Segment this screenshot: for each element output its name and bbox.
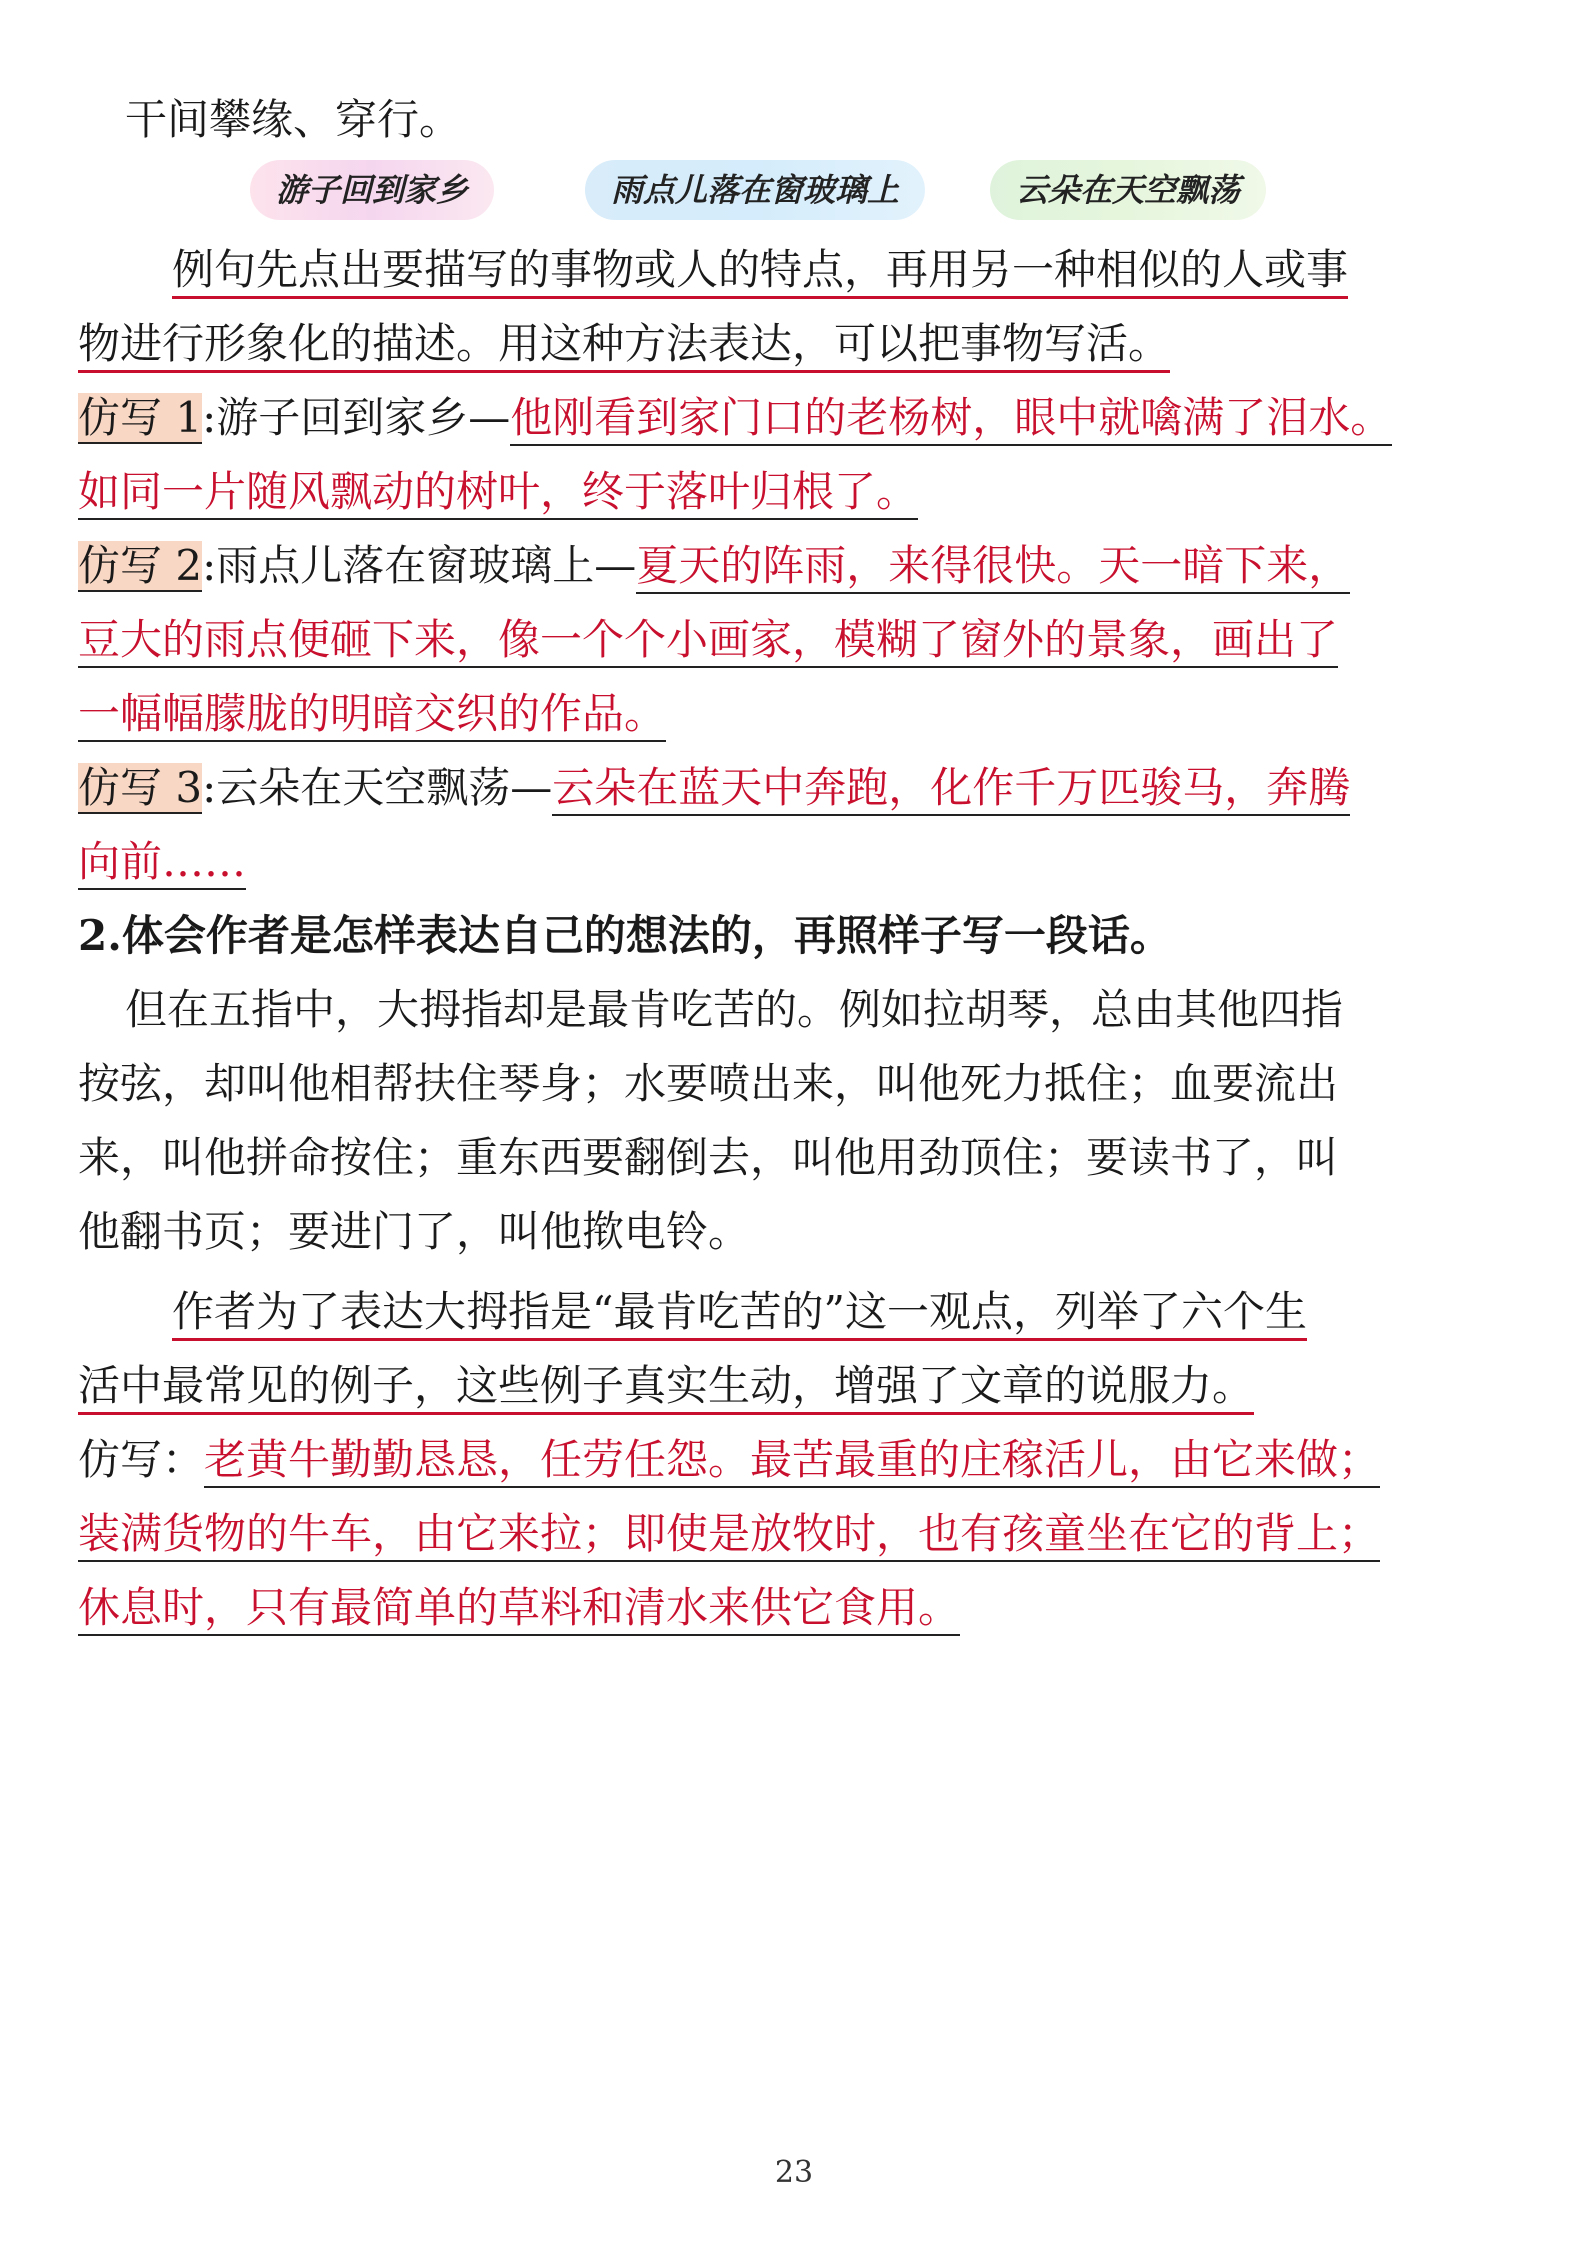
top-line: 干间攀缘、穿行。	[125, 95, 462, 144]
final-line2: 装满货物的牛车，由它来拉；即使是放牧时，也有孩童坐在它的背上；	[78, 1506, 1508, 1562]
question-2: 2.体会作者是怎样表达自己的想法的，再照样子写一段话。	[78, 911, 1172, 960]
analysis1-line2: 物进行形象化的描述。用这种方法表达，可以把事物写活。	[78, 316, 1508, 372]
imitation-2-label: 仿写 2	[78, 541, 203, 590]
imitation-1-line2: 如同一片随风飘动的树叶，终于落叶归根了。	[78, 464, 1508, 520]
final-label: 仿写：	[78, 1435, 205, 1484]
passage-line4: 他翻书页；要进门了，叫他揿电铃。	[78, 1207, 751, 1256]
analysis2-line1: 作者为了表达大拇指是“最肯吃苦的”这一观点，列举了六个生	[172, 1284, 1588, 1340]
tag-raindrops: 雨点儿落在窗玻璃上	[585, 160, 925, 220]
tag-wanderer: 游子回到家乡	[250, 160, 494, 220]
imitation-1-label: 仿写 1	[78, 393, 203, 442]
tag-clouds: 云朵在天空飘荡	[990, 160, 1266, 220]
passage-line1: 但在五指中，大拇指却是最肯吃苦的。例如拉胡琴，总由其他四指	[125, 985, 1344, 1034]
imitation-2-line1: 仿写 2:雨点儿落在窗玻璃上—夏天的阵雨，来得很快。天一暗下来，	[78, 538, 1508, 594]
imitation-3-line1: 仿写 3:云朵在天空飘荡—云朵在蓝天中奔跑，化作千万匹骏马，奔腾	[78, 760, 1508, 816]
imitation-3-label: 仿写 3	[78, 763, 203, 812]
final-line3: 休息时，只有最简单的草料和清水来供它食用。	[78, 1580, 1508, 1636]
analysis2-line2: 活中最常见的例子，这些例子真实生动，增强了文章的说服力。	[78, 1358, 1508, 1414]
final-line1: 仿写：老黄牛勤勤恳恳，任劳任怨。最苦最重的庄稼活儿，由它来做；	[78, 1432, 1508, 1488]
analysis1-line1: 例句先点出要描写的事物或人的特点，再用另一种相似的人或事	[172, 242, 1588, 298]
imitation-2-line2: 豆大的雨点便砸下来，像一个个小画家，模糊了窗外的景象，画出了	[78, 612, 1508, 668]
passage-line2: 按弦，却叫他相帮扶住琴身；水要喷出来，叫他死力抵住；血要流出	[78, 1059, 1339, 1108]
imitation-3-line2: 向前……	[78, 834, 1508, 890]
passage-line3: 来，叫他拼命按住；重东西要翻倒去，叫他用劲顶住；要读书了，叫	[78, 1133, 1339, 1182]
imitation-1-line1: 仿写 1:游子回到家乡—他刚看到家门口的老杨树，眼中就噙满了泪水。	[78, 390, 1508, 446]
imitation-2-line3: 一幅幅朦胧的明暗交织的作品。	[78, 686, 1508, 742]
page-number: 23	[774, 2155, 814, 2190]
